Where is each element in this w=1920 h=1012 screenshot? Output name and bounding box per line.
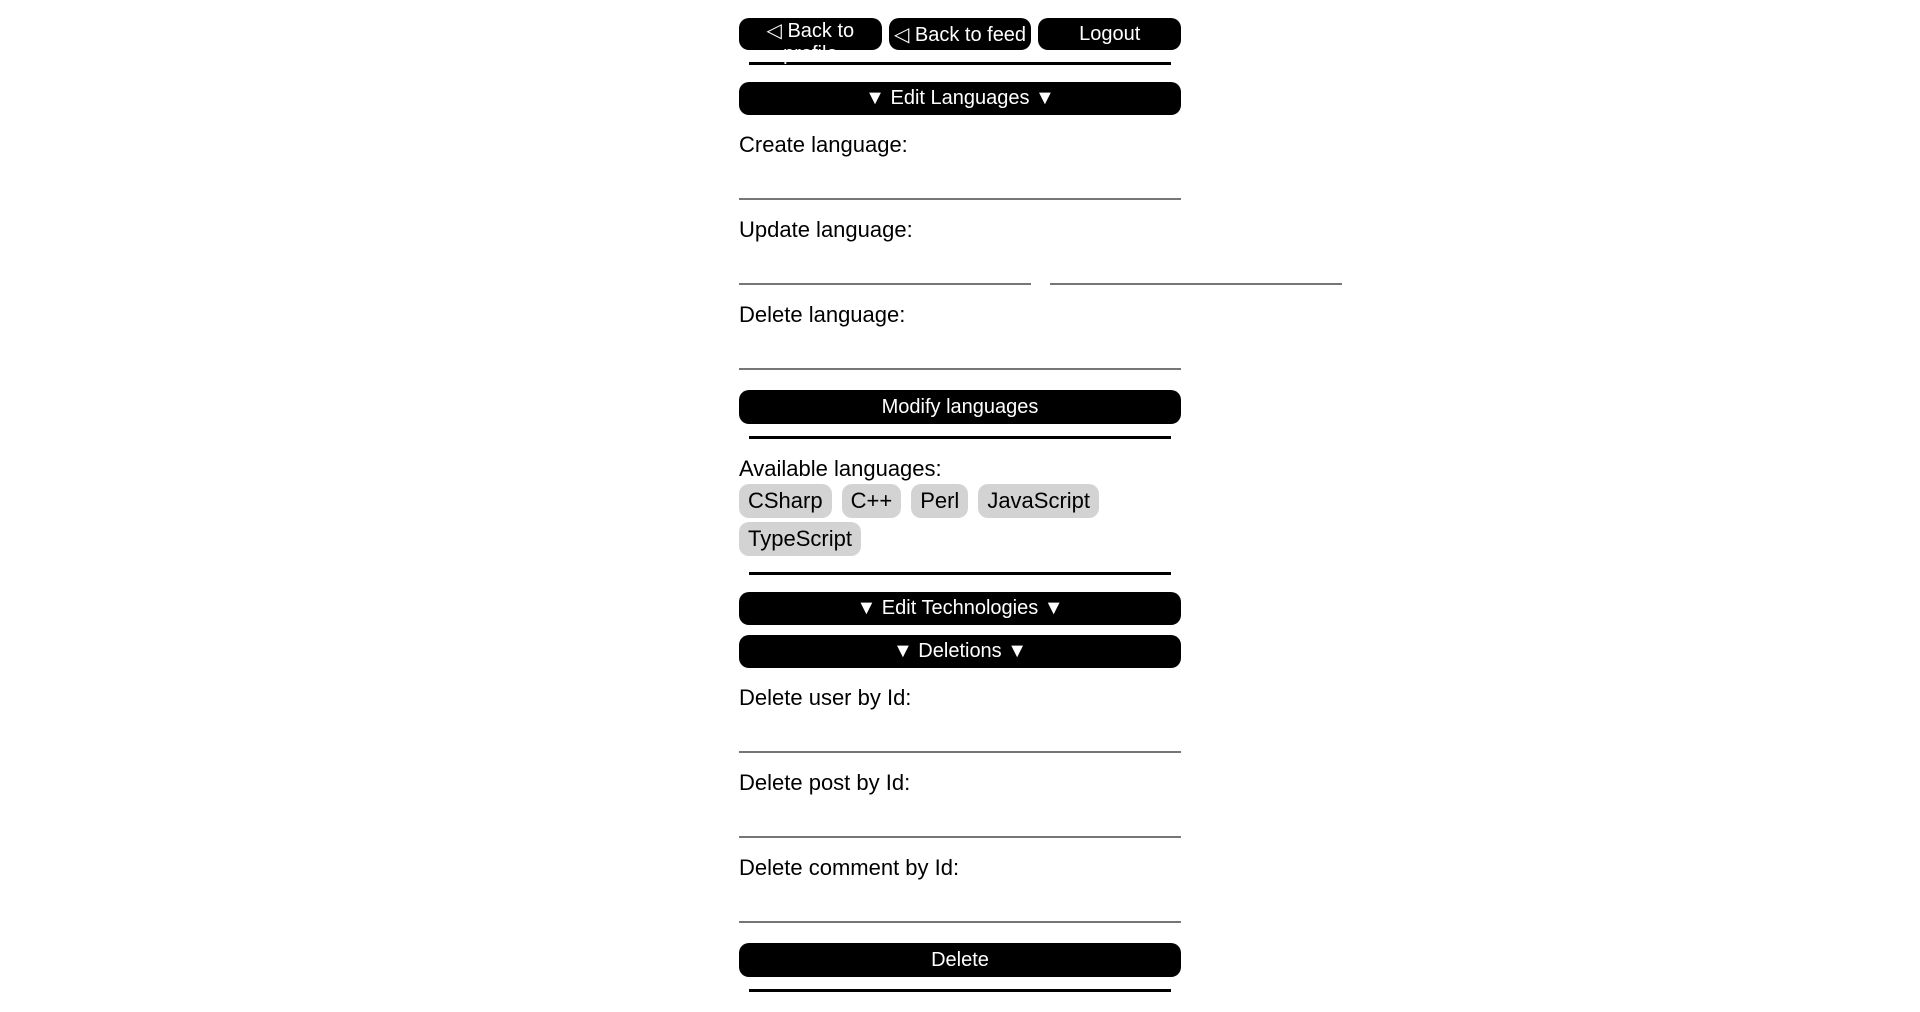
create-language-label: Create language: — [739, 132, 908, 157]
deletions-section — [739, 635, 1181, 992]
back-to-profile-button[interactable]: ◁ Back to profile — [739, 18, 882, 50]
create-language-input[interactable] — [739, 166, 1181, 200]
delete-user-input[interactable] — [739, 719, 1181, 753]
deletions-toggle[interactable]: ▼ Deletions ▼ — [739, 635, 1181, 668]
delete-post-input[interactable] — [739, 804, 1181, 838]
section-divider — [749, 436, 1171, 439]
section-divider — [749, 989, 1171, 992]
update-language-inputs — [739, 242, 1181, 285]
language-tag: Perl — [911, 484, 968, 518]
delete-button[interactable]: Delete — [739, 943, 1181, 977]
language-tag: TypeScript — [739, 522, 861, 556]
language-tag: CSharp — [739, 484, 832, 518]
language-tag-list — [739, 484, 1181, 560]
section-divider — [749, 572, 1171, 575]
language-tag: JavaScript — [978, 484, 1099, 518]
update-language-old-input[interactable] — [739, 251, 1031, 285]
delete-post-label: Delete post by Id: — [739, 770, 911, 795]
language-tag: C++ — [842, 484, 902, 518]
modify-languages-button[interactable]: Modify languages — [739, 390, 1181, 424]
logout-button[interactable]: Logout — [1038, 18, 1181, 50]
edit-languages-section — [739, 82, 1181, 575]
edit-languages-toggle[interactable]: ▼ Edit Languages ▼ — [739, 82, 1181, 115]
admin-panel — [739, 0, 1181, 992]
update-language-new-input[interactable] — [1050, 251, 1342, 285]
update-language-label: Update language: — [739, 217, 913, 242]
delete-user-label: Delete user by Id: — [739, 685, 912, 710]
delete-language-label: Delete language: — [739, 302, 906, 327]
delete-comment-label: Delete comment by Id: — [739, 855, 960, 880]
delete-language-input[interactable] — [739, 336, 1181, 370]
back-to-feed-button[interactable]: ◁ Back to feed — [889, 18, 1032, 50]
available-languages-label: Available languages: — [739, 456, 942, 481]
top-toolbar — [739, 18, 1181, 65]
edit-technologies-toggle[interactable]: ▼ Edit Technologies ▼ — [739, 592, 1181, 625]
delete-comment-input[interactable] — [739, 889, 1181, 923]
